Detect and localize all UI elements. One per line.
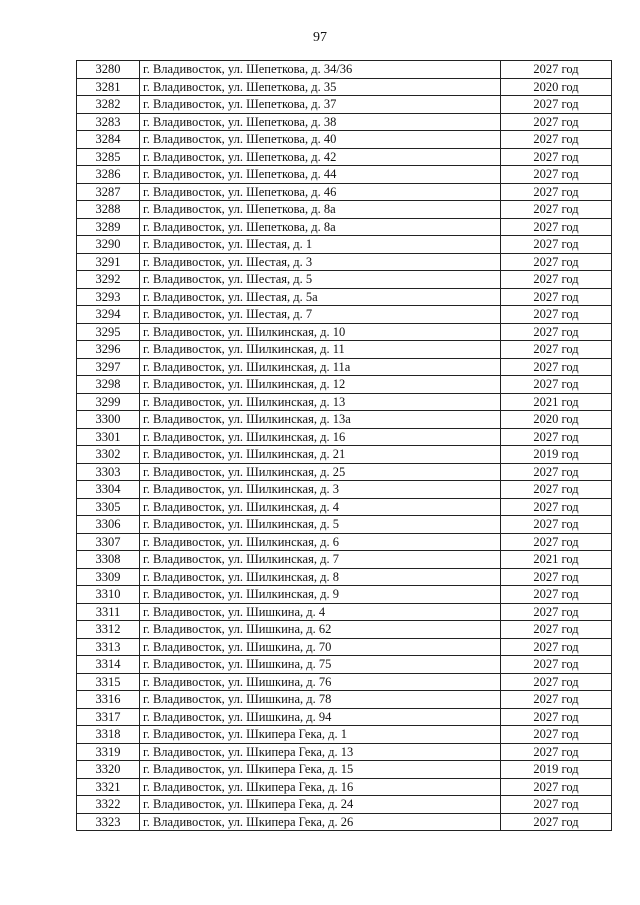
year-cell: 2027 год xyxy=(501,183,612,201)
year-cell: 2027 год xyxy=(501,131,612,149)
table-row xyxy=(77,428,612,446)
address-cell: г. Владивосток, ул. Шестая, д. 7 xyxy=(140,306,501,324)
page-number: 97 xyxy=(313,30,327,45)
year-cell: 2027 год xyxy=(501,726,612,744)
row-number-cell: 3318 xyxy=(77,726,140,744)
table-row xyxy=(77,393,612,411)
year-cell: 2027 год xyxy=(501,603,612,621)
address-cell: г. Владивосток, ул. Шилкинская, д. 5 xyxy=(140,516,501,534)
address-cell: г. Владивосток, ул. Шепеткова, д. 42 xyxy=(140,148,501,166)
address-cell: г. Владивосток, ул. Шилкинская, д. 13а xyxy=(140,411,501,429)
table-row xyxy=(77,516,612,534)
address-cell: г. Владивосток, ул. Шкипера Гека, д. 13 xyxy=(140,743,501,761)
table-row xyxy=(77,271,612,289)
year-cell: 2027 год xyxy=(501,271,612,289)
row-number-cell: 3305 xyxy=(77,498,140,516)
row-number-cell: 3283 xyxy=(77,113,140,131)
table-row xyxy=(77,306,612,324)
year-cell: 2027 год xyxy=(501,341,612,359)
year-cell: 2027 год xyxy=(501,743,612,761)
table-row xyxy=(77,288,612,306)
year-cell: 2027 год xyxy=(501,113,612,131)
table-row xyxy=(77,201,612,219)
address-cell: г. Владивосток, ул. Шилкинская, д. 7 xyxy=(140,551,501,569)
row-number-cell: 3289 xyxy=(77,218,140,236)
address-cell: г. Владивосток, ул. Шилкинская, д. 25 xyxy=(140,463,501,481)
address-cell: г. Владивосток, ул. Шилкинская, д. 8 xyxy=(140,568,501,586)
year-cell: 2027 год xyxy=(501,323,612,341)
table-row xyxy=(77,708,612,726)
row-number-cell: 3297 xyxy=(77,358,140,376)
address-cell: г. Владивосток, ул. Шилкинская, д. 9 xyxy=(140,586,501,604)
table-row xyxy=(77,61,612,79)
table-row xyxy=(77,481,612,499)
table-row xyxy=(77,166,612,184)
table-row xyxy=(77,533,612,551)
year-cell: 2027 год xyxy=(501,481,612,499)
table-row xyxy=(77,498,612,516)
row-number-cell: 3315 xyxy=(77,673,140,691)
address-cell: г. Владивосток, ул. Шилкинская, д. 3 xyxy=(140,481,501,499)
year-cell: 2027 год xyxy=(501,376,612,394)
address-cell: г. Владивосток, ул. Шишкина, д. 62 xyxy=(140,621,501,639)
address-cell: г. Владивосток, ул. Шепеткова, д. 44 xyxy=(140,166,501,184)
row-number-cell: 3317 xyxy=(77,708,140,726)
row-number-cell: 3299 xyxy=(77,393,140,411)
row-number-cell: 3294 xyxy=(77,306,140,324)
address-cell: г. Владивосток, ул. Шкипера Гека, д. 24 xyxy=(140,796,501,814)
address-cell: г. Владивосток, ул. Шепеткова, д. 8а xyxy=(140,201,501,219)
row-number-cell: 3314 xyxy=(77,656,140,674)
year-cell: 2027 год xyxy=(501,96,612,114)
row-number-cell: 3306 xyxy=(77,516,140,534)
address-cell: г. Владивосток, ул. Шестая, д. 3 xyxy=(140,253,501,271)
year-cell: 2021 год xyxy=(501,393,612,411)
year-cell: 2027 год xyxy=(501,166,612,184)
row-number-cell: 3304 xyxy=(77,481,140,499)
registry-table xyxy=(76,60,612,831)
row-number-cell: 3292 xyxy=(77,271,140,289)
year-cell: 2027 год xyxy=(501,533,612,551)
address-cell: г. Владивосток, ул. Шишкина, д. 78 xyxy=(140,691,501,709)
row-number-cell: 3308 xyxy=(77,551,140,569)
address-cell: г. Владивосток, ул. Шепеткова, д. 34/36 xyxy=(140,61,501,79)
table-row xyxy=(77,568,612,586)
address-cell: г. Владивосток, ул. Шкипера Гека, д. 1 xyxy=(140,726,501,744)
address-cell: г. Владивосток, ул. Шишкина, д. 70 xyxy=(140,638,501,656)
table-row xyxy=(77,131,612,149)
address-cell: г. Владивосток, ул. Шилкинская, д. 4 xyxy=(140,498,501,516)
row-number-cell: 3302 xyxy=(77,446,140,464)
year-cell: 2027 год xyxy=(501,428,612,446)
row-number-cell: 3316 xyxy=(77,691,140,709)
row-number-cell: 3285 xyxy=(77,148,140,166)
table-row xyxy=(77,621,612,639)
year-cell: 2027 год xyxy=(501,691,612,709)
row-number-cell: 3309 xyxy=(77,568,140,586)
address-cell: г. Владивосток, ул. Шепеткова, д. 35 xyxy=(140,78,501,96)
address-cell: г. Владивосток, ул. Шепеткова, д. 37 xyxy=(140,96,501,114)
year-cell: 2027 год xyxy=(501,796,612,814)
row-number-cell: 3307 xyxy=(77,533,140,551)
year-cell: 2027 год xyxy=(501,218,612,236)
address-cell: г. Владивосток, ул. Шилкинская, д. 6 xyxy=(140,533,501,551)
table-row xyxy=(77,463,612,481)
year-cell: 2027 год xyxy=(501,358,612,376)
row-number-cell: 3322 xyxy=(77,796,140,814)
row-number-cell: 3301 xyxy=(77,428,140,446)
table-row xyxy=(77,743,612,761)
address-cell: г. Владивосток, ул. Шепеткова, д. 8а xyxy=(140,218,501,236)
address-cell: г. Владивосток, ул. Шестая, д. 5а xyxy=(140,288,501,306)
address-cell: г. Владивосток, ул. Шилкинская, д. 11а xyxy=(140,358,501,376)
table-row xyxy=(77,551,612,569)
table-row xyxy=(77,323,612,341)
row-number-cell: 3286 xyxy=(77,166,140,184)
table-row xyxy=(77,148,612,166)
row-number-cell: 3295 xyxy=(77,323,140,341)
address-cell: г. Владивосток, ул. Шкипера Гека, д. 15 xyxy=(140,761,501,779)
year-cell: 2027 год xyxy=(501,463,612,481)
row-number-cell: 3321 xyxy=(77,778,140,796)
address-cell: г. Владивосток, ул. Шилкинская, д. 10 xyxy=(140,323,501,341)
year-cell: 2019 год xyxy=(501,446,612,464)
row-number-cell: 3291 xyxy=(77,253,140,271)
table-row xyxy=(77,218,612,236)
row-number-cell: 3303 xyxy=(77,463,140,481)
row-number-cell: 3287 xyxy=(77,183,140,201)
table-row xyxy=(77,376,612,394)
table-row xyxy=(77,586,612,604)
year-cell: 2020 год xyxy=(501,411,612,429)
row-number-cell: 3313 xyxy=(77,638,140,656)
year-cell: 2027 год xyxy=(501,656,612,674)
address-cell: г. Владивосток, ул. Шестая, д. 5 xyxy=(140,271,501,289)
year-cell: 2027 год xyxy=(501,148,612,166)
year-cell: 2027 год xyxy=(501,253,612,271)
year-cell: 2027 год xyxy=(501,288,612,306)
table-row xyxy=(77,656,612,674)
year-cell: 2020 год xyxy=(501,78,612,96)
table-row xyxy=(77,778,612,796)
table-row xyxy=(77,253,612,271)
registry-table-body xyxy=(77,61,612,831)
year-cell: 2027 год xyxy=(501,673,612,691)
year-cell: 2027 год xyxy=(501,813,612,831)
address-cell: г. Владивосток, ул. Шишкина, д. 4 xyxy=(140,603,501,621)
table-row xyxy=(77,96,612,114)
table-row xyxy=(77,446,612,464)
year-cell: 2027 год xyxy=(501,708,612,726)
row-number-cell: 3310 xyxy=(77,586,140,604)
row-number-cell: 3284 xyxy=(77,131,140,149)
table-row xyxy=(77,761,612,779)
address-cell: г. Владивосток, ул. Шкипера Гека, д. 16 xyxy=(140,778,501,796)
table-row xyxy=(77,411,612,429)
year-cell: 2027 год xyxy=(501,61,612,79)
address-cell: г. Владивосток, ул. Шкипера Гека, д. 26 xyxy=(140,813,501,831)
address-cell: г. Владивосток, ул. Шишкина, д. 75 xyxy=(140,656,501,674)
table-row xyxy=(77,358,612,376)
year-cell: 2027 год xyxy=(501,586,612,604)
row-number-cell: 3280 xyxy=(77,61,140,79)
address-cell: г. Владивосток, ул. Шилкинская, д. 12 xyxy=(140,376,501,394)
row-number-cell: 3320 xyxy=(77,761,140,779)
row-number-cell: 3323 xyxy=(77,813,140,831)
year-cell: 2019 год xyxy=(501,761,612,779)
address-cell: г. Владивосток, ул. Шишкина, д. 94 xyxy=(140,708,501,726)
row-number-cell: 3281 xyxy=(77,78,140,96)
address-cell: г. Владивосток, ул. Шилкинская, д. 21 xyxy=(140,446,501,464)
table-row xyxy=(77,341,612,359)
table-row xyxy=(77,78,612,96)
year-cell: 2027 год xyxy=(501,568,612,586)
row-number-cell: 3288 xyxy=(77,201,140,219)
address-cell: г. Владивосток, ул. Шишкина, д. 76 xyxy=(140,673,501,691)
address-cell: г. Владивосток, ул. Шепеткова, д. 40 xyxy=(140,131,501,149)
year-cell: 2027 год xyxy=(501,236,612,254)
year-cell: 2027 год xyxy=(501,778,612,796)
table-row xyxy=(77,638,612,656)
table-row xyxy=(77,796,612,814)
table-row xyxy=(77,691,612,709)
year-cell: 2027 год xyxy=(501,621,612,639)
table-row xyxy=(77,726,612,744)
address-cell: г. Владивосток, ул. Шепеткова, д. 38 xyxy=(140,113,501,131)
address-cell: г. Владивосток, ул. Шилкинская, д. 16 xyxy=(140,428,501,446)
row-number-cell: 3298 xyxy=(77,376,140,394)
table-row xyxy=(77,236,612,254)
row-number-cell: 3319 xyxy=(77,743,140,761)
table-row xyxy=(77,813,612,831)
table-row xyxy=(77,603,612,621)
year-cell: 2021 год xyxy=(501,551,612,569)
row-number-cell: 3296 xyxy=(77,341,140,359)
table-row xyxy=(77,183,612,201)
year-cell: 2027 год xyxy=(501,306,612,324)
row-number-cell: 3300 xyxy=(77,411,140,429)
address-cell: г. Владивосток, ул. Шилкинская, д. 11 xyxy=(140,341,501,359)
row-number-cell: 3312 xyxy=(77,621,140,639)
address-cell: г. Владивосток, ул. Шепеткова, д. 46 xyxy=(140,183,501,201)
year-cell: 2027 год xyxy=(501,498,612,516)
year-cell: 2027 год xyxy=(501,201,612,219)
year-cell: 2027 год xyxy=(501,516,612,534)
row-number-cell: 3293 xyxy=(77,288,140,306)
row-number-cell: 3290 xyxy=(77,236,140,254)
year-cell: 2027 год xyxy=(501,638,612,656)
address-cell: г. Владивосток, ул. Шилкинская, д. 13 xyxy=(140,393,501,411)
row-number-cell: 3311 xyxy=(77,603,140,621)
row-number-cell: 3282 xyxy=(77,96,140,114)
table-row xyxy=(77,113,612,131)
table-row xyxy=(77,673,612,691)
address-cell: г. Владивосток, ул. Шестая, д. 1 xyxy=(140,236,501,254)
